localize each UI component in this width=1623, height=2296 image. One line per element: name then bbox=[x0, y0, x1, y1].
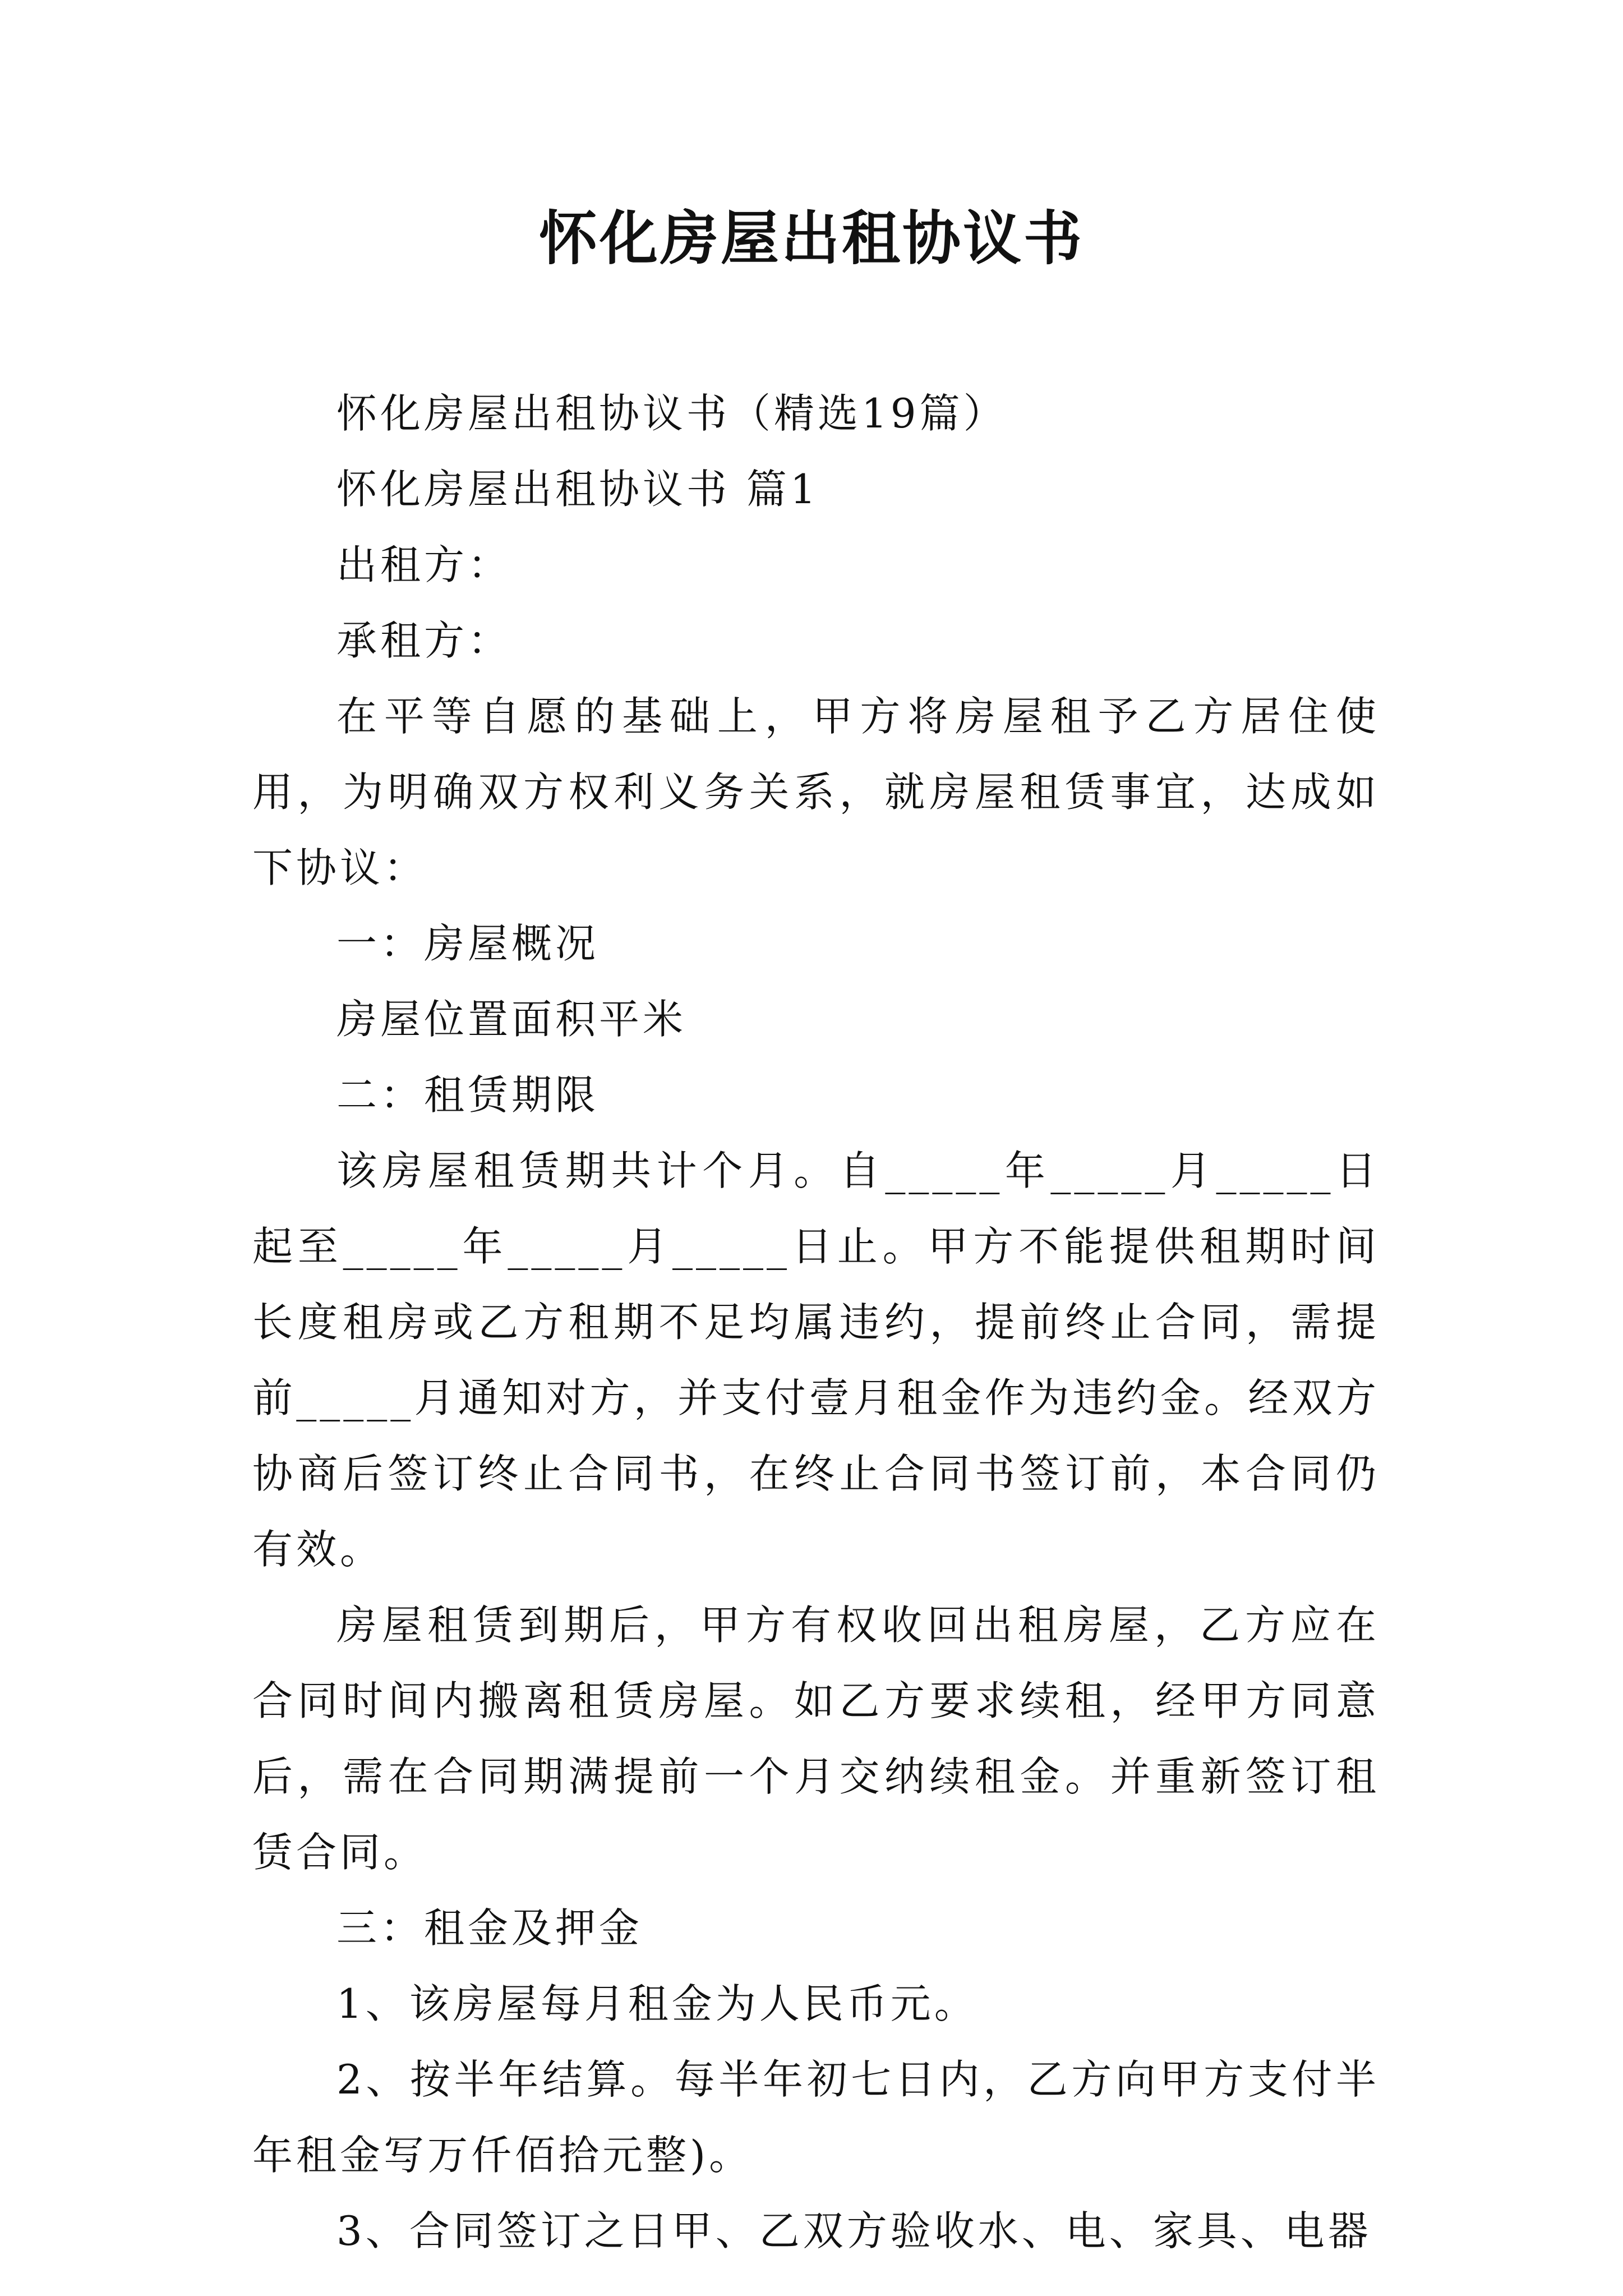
paragraph-rent-settlement: 2、按半年结算。每半年初七日内，乙方向甲方支付半年租金写万仟佰拾元整)。 bbox=[252, 2056, 1380, 2179]
paragraph-clause-1-heading: 一：房屋概况 bbox=[336, 920, 600, 967]
paragraph-clause-3-heading: 三：租金及押金 bbox=[336, 1904, 643, 1952]
paragraph-lease-expiry: 房屋租赁到期后，甲方有权收回出租房屋，乙方应在合同时间内搬离租赁房屋。如乙方要求续租，经甲方同意后，需在合同期满提前一个月交纳续租金。并重新签订租赁合同。 bbox=[252, 1602, 1380, 1876]
document-title: 怀化房屋出租协议书 bbox=[538, 204, 1084, 273]
paragraph-preamble: 在平等自愿的基础上，甲方将房屋租予乙方居住使用，为明确双方权利义务关系，就房屋租赁事宜，达成如下协议： bbox=[252, 693, 1380, 891]
paragraph-property-info: 房屋位置面积平米 bbox=[336, 996, 687, 1043]
paragraph-lessee: 承租方： bbox=[336, 617, 512, 664]
paragraph-lessor: 出租方： bbox=[336, 541, 512, 588]
paragraph-subtitle: 怀化房屋出租协议书（精选19篇） bbox=[336, 390, 1007, 437]
paragraph-inspection: 3、合同签订之日甲、乙双方验收水、电、家具、电器 bbox=[336, 2207, 1372, 2254]
document-body bbox=[252, 376, 1380, 2269]
paragraph-lease-term: 该房屋租赁期共计个月。自_____年_____月_____日起至_____年_____月_____日止。甲方不能提供租期时间长度租房或乙方租期不足均属违约，提前终止合同，需提前_____月通知对方，并支付壹月租金作为违约金。经双方协商后签订终止合同书，在终止合同书签订前，本合同仍有效。 bbox=[252, 1147, 1380, 1573]
paragraph-section-heading: 怀化房屋出租协议书 篇1 bbox=[336, 466, 819, 513]
paragraph-clause-2-heading: 二：租赁期限 bbox=[336, 1071, 600, 1119]
paragraph-rent-amount: 1、该房屋每月租金为人民币元。 bbox=[336, 1980, 978, 2027]
